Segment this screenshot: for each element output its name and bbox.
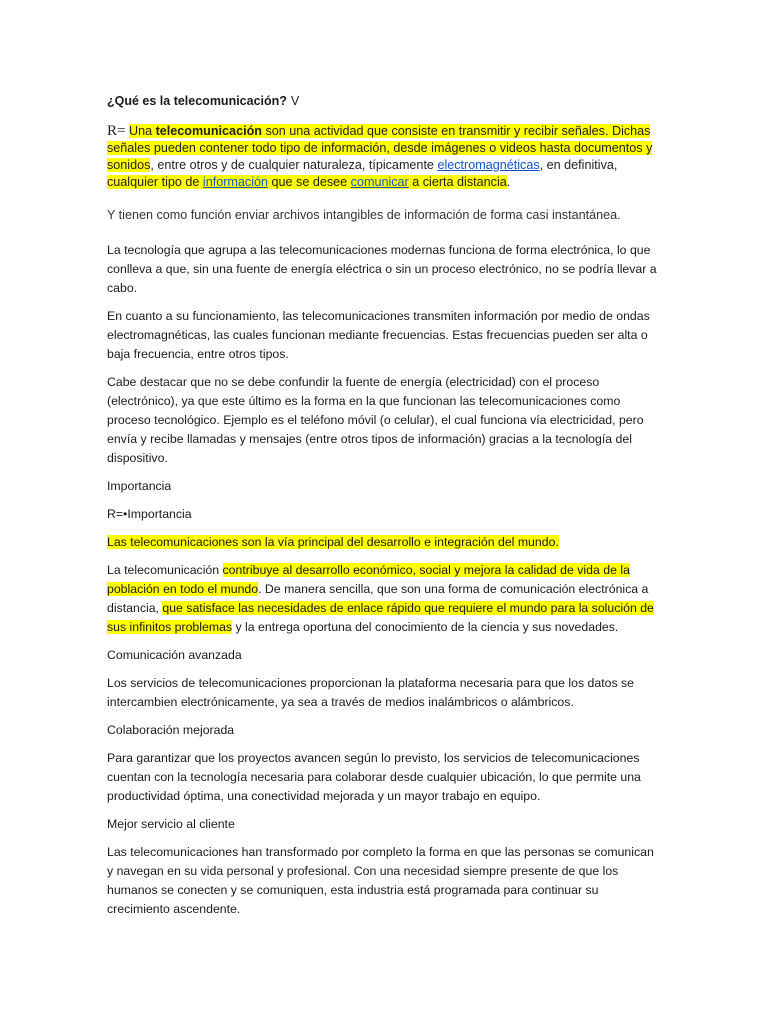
contribution-text-a: La telecomunicación <box>107 563 223 577</box>
link-electromagneticas[interactable]: electromagnéticas <box>437 158 540 172</box>
answer-text-4: , entre otros y de cualquier naturaleza, típicamente <box>150 158 438 172</box>
answer-text-1: Una <box>128 124 156 138</box>
answer-paragraph <box>107 123 663 191</box>
function-paragraph: Y tienen como función enviar archivos intangibles de información de forma casi instantánea. <box>107 208 621 222</box>
contribution-highlight-b: contribuye al desarrollo económico, social y mejora la calidad de vida de la población en todo el mundo <box>107 563 630 596</box>
document-page <box>107 93 663 928</box>
contribution-text-e: y la entrega oportuna del conocimiento de la ciencia y sus novedades. <box>232 620 619 634</box>
question-title: ¿Qué es la telecomunicación? <box>107 94 287 108</box>
paragraph-technology: La tecnología que agrupa a las telecomunicaciones modernas funciona de forma electrónica, lo que conlleva a que, sin una fuente de energía eléctrica o sin un proceso electrónico, no se podría llevar a cabo. <box>107 243 657 295</box>
answer-text-8: a cierta distancia <box>408 175 507 189</box>
title-mark: V <box>290 94 300 108</box>
highlight-main-way: Las telecomunicaciones son la vía principal del desarrollo e integración del mundo. <box>107 535 559 549</box>
link-informacion[interactable]: información <box>202 175 269 189</box>
answer-period: . <box>506 175 511 189</box>
heading-advanced-communication: Comunicación avanzada <box>107 648 242 662</box>
answer-text-7: que se desee <box>268 175 351 189</box>
paragraph-improved-collaboration: Para garantizar que los proyectos avancen según lo previsto, los servicios de telecomunicaciones cuentan con la tecnología necesaria para colaborar desde cualquier ubicación, lo que permite una productividad óptima, una conectividad mejorada y un mayor trabajo en equipo. <box>107 751 641 803</box>
link-comunicar[interactable]: comunicar <box>350 175 409 189</box>
importance-heading: Importancia <box>107 479 172 493</box>
heading-improved-collaboration: Colaboración mejorada <box>107 723 235 737</box>
heading-customer-service: Mejor servicio al cliente <box>107 817 235 831</box>
contribution-highlight-d: que satisface las necesidades de enlace rápido que requiere el mundo para la solución de sus infinitos problemas <box>107 601 654 634</box>
contribution-text-c: . De manera sencilla, que son una forma de comunicación electrónica a distancia, <box>107 582 649 615</box>
answer-label: R= <box>107 123 126 139</box>
answer-term: telecomunicación <box>155 124 262 138</box>
paragraph-customer-service: Las telecomunicaciones han transformado por completo la forma en que las personas se comunican y navegan en su vida personal y profesional. Con una necesidad siempre presente de que los humanos se conecten y se comuniquen, esta industria está programada para continuar su crecimiento ascendente. <box>107 845 654 916</box>
answer-text-5: , en definitiva, <box>539 158 618 172</box>
answer-text-6: cualquier tipo de <box>107 175 203 189</box>
paragraph-operation: En cuanto a su funcionamiento, las telecomunicaciones transmiten información por medio de ondas electromagnéticas, las cuales funcionan mediante frecuencias. Estas frecuencias pueden ser alta o baja frecuencia, entre otros tipos. <box>107 309 650 361</box>
answer-text-3: son una actividad que consiste en transmitir y recibir señales. Dichas señales pueden contener todo tipo de información, desde imágenes o videos hasta documentos y sonidos <box>107 124 653 172</box>
paragraph-contribution <box>107 561 663 637</box>
answer-highlight-2 <box>107 175 507 189</box>
paragraph-advanced-communication: Los servicios de telecomunicaciones proporcionan la plataforma necesaria para que los datos se intercambien electrónicamente, ya sea a través de medios inalámbricos o alámbricos. <box>107 676 635 709</box>
paragraph-main-way <box>107 533 663 552</box>
paragraph-energy: Cabe destacar que no se debe confundir la fuente de energía (electricidad) con el proceso (electrónico), ya que este último es la forma en la que funcionan las telecomunicaciones como proceso tecnológico. Ejemplo es el teléfono móvil (o celular), el cual funciona vía electricidad, pero envía y recibe llamadas y mensajes (entre otros tipos de información) gracias a la tecnología del dispositivo. <box>107 375 644 465</box>
importance-answer: R=•Importancia <box>107 507 192 521</box>
question-heading <box>107 93 663 109</box>
